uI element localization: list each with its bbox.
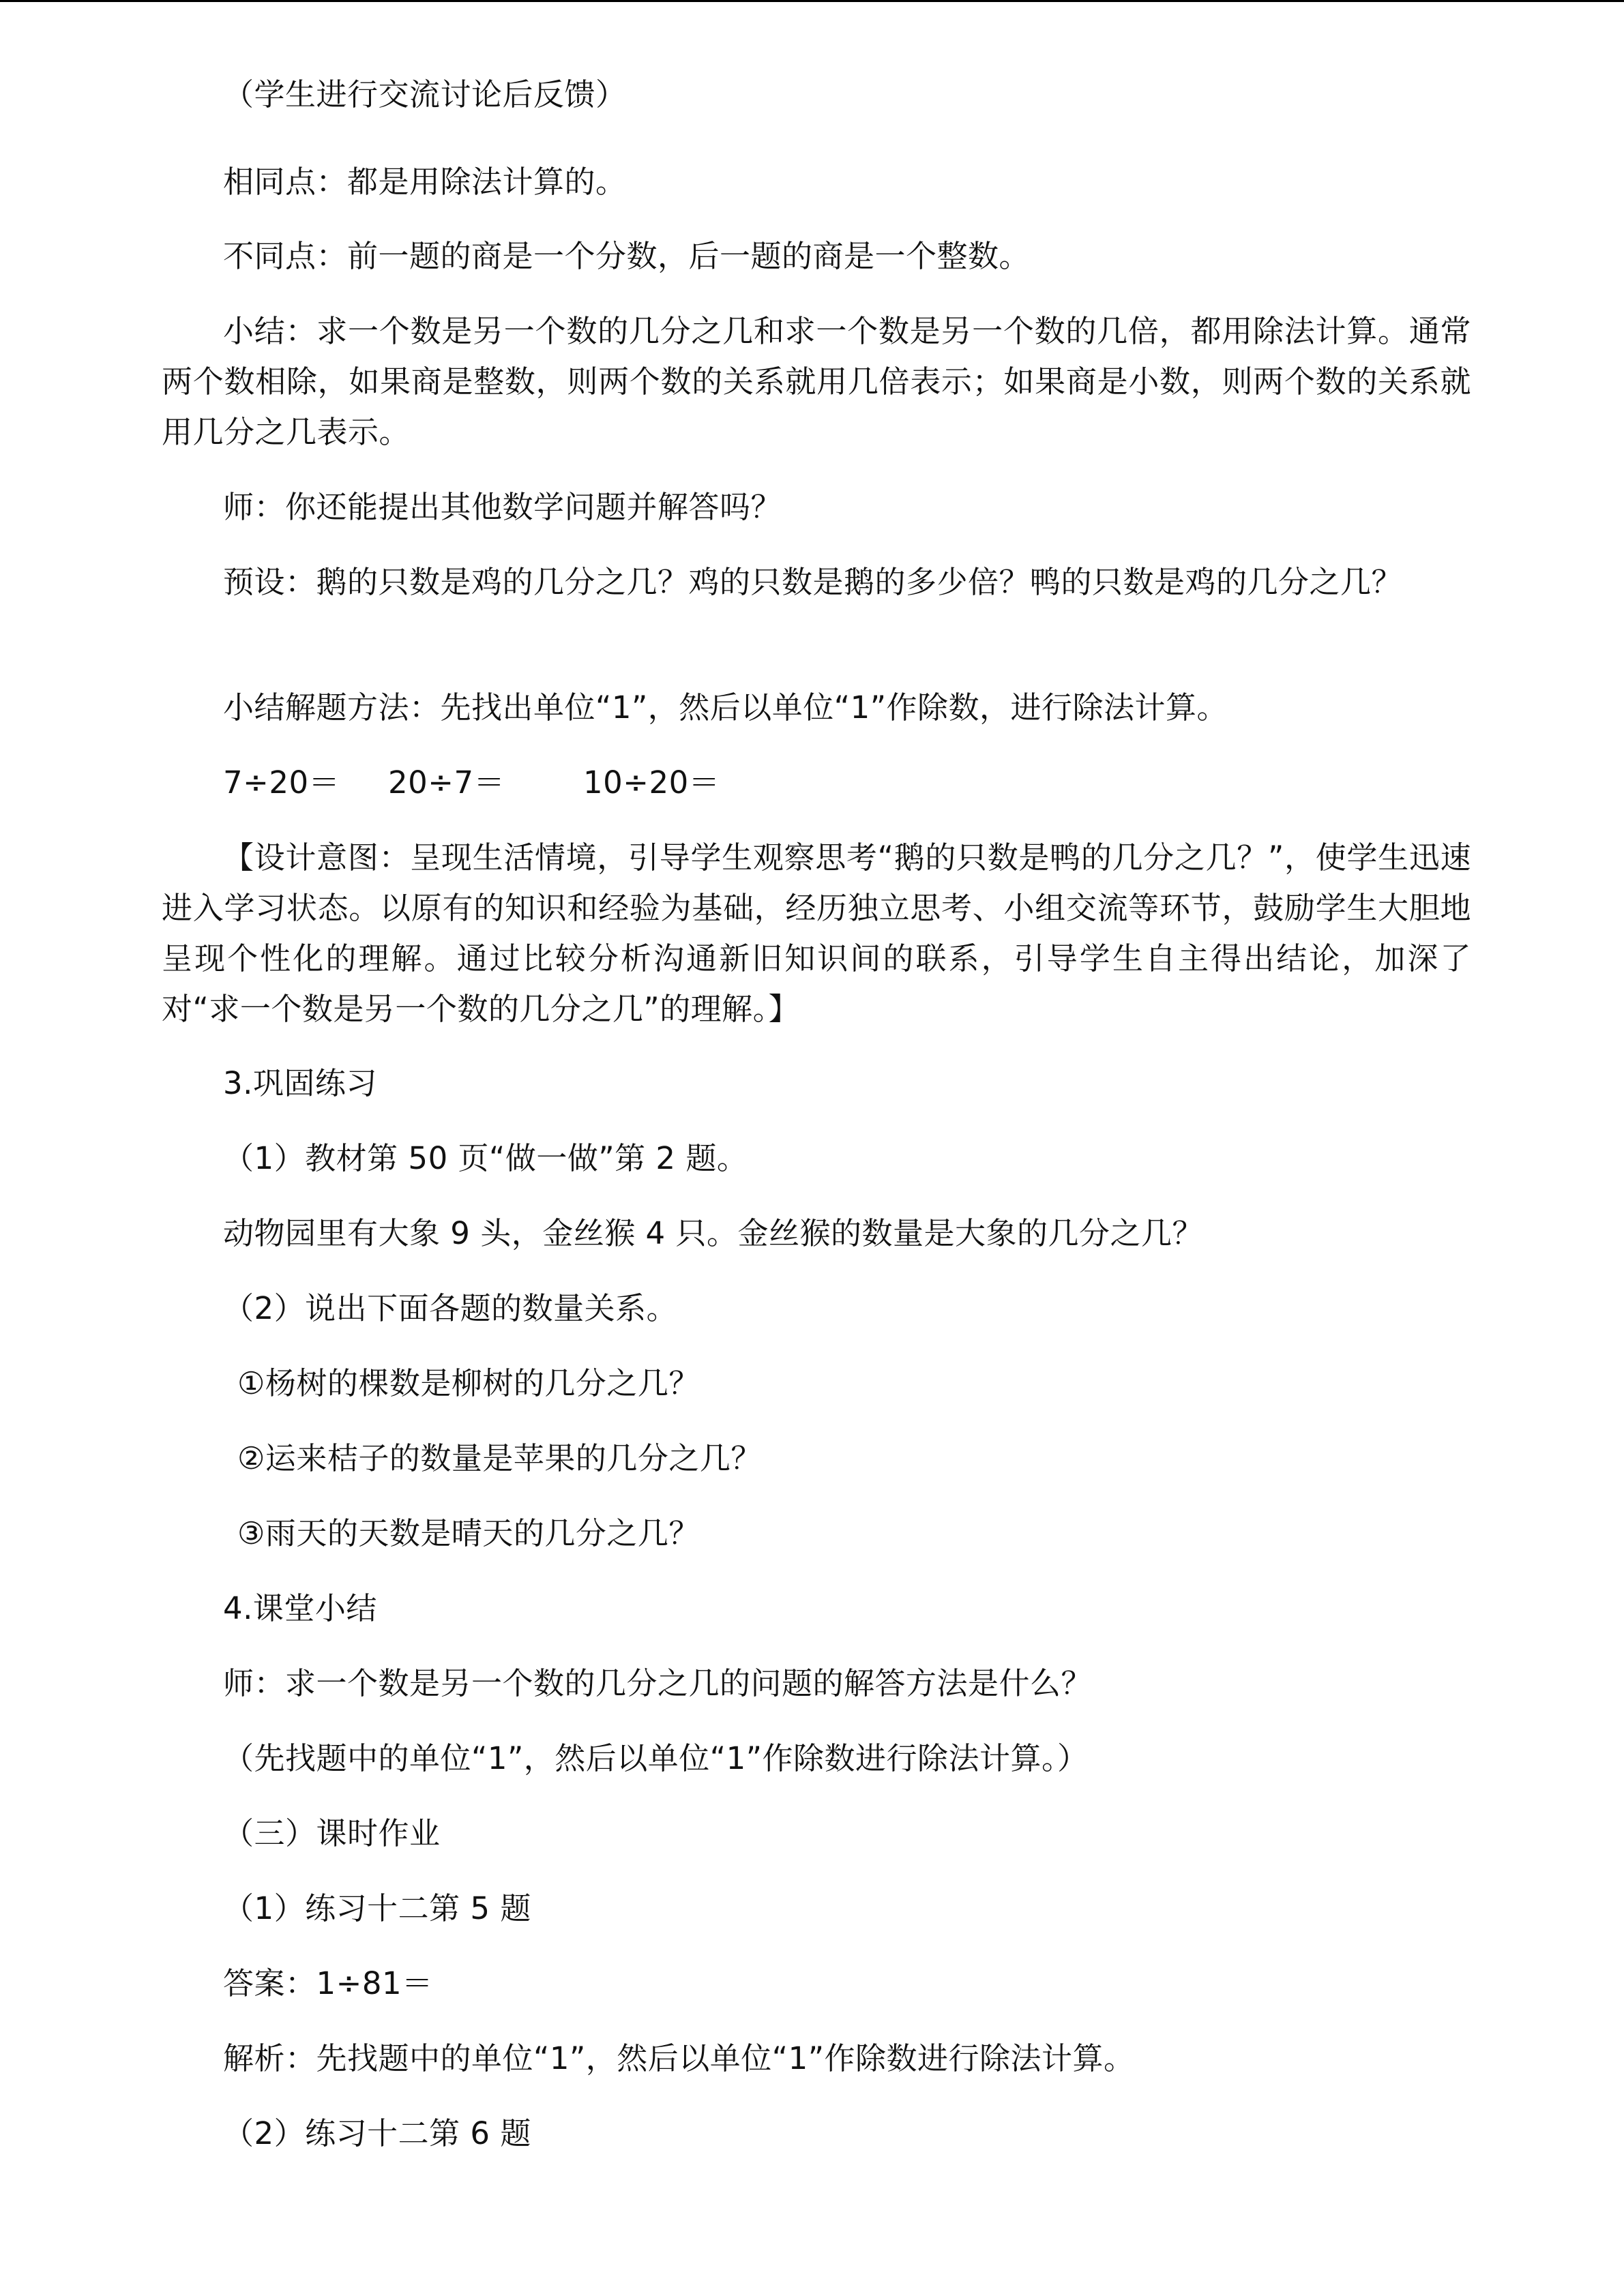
exercise-1-line: （1）教材第 50 页“做一做”第 2 题。 (223, 1140, 748, 1176)
question-1-line: ①杨树的棵数是柳树的几分之几？ (237, 1365, 700, 1401)
same-point-line: 相同点：都是用除法计算的。 (223, 164, 627, 200)
expression-10-div-20: 10÷20＝ (583, 764, 720, 801)
answer-line: 答案：1÷81＝ (223, 1965, 433, 2001)
feedback-line: （学生进行交流讨论后反馈） (223, 76, 627, 113)
expression-7-div-20: 7÷20＝ (223, 764, 340, 801)
design-intent-paragraph: 【设计意图：呈现生活情境，引导学生观察思考“鹅的只数是鸭的几分之几？”，使学生迅速进入学习状态。以原有的知识和经验为基础，经历独立思考、小组交流等环节，鼓励学生大胆地呈现个性化的理解。通过比较分析沟通新旧知识间的联系，引导学生自主得出结论，加深了对“求一个数是另一个数的几分之几”的理解。】 (162, 839, 1471, 1027)
question-2-line: ②运来桔子的数量是苹果的几分之几？ (237, 1440, 762, 1476)
different-point-line: 不同点：前一题的商是一个分数，后一题的商是一个整数。 (223, 238, 1031, 274)
section-3-heading: 3.巩固练习 (223, 1065, 377, 1101)
summary-paragraph: 小结：求一个数是另一个数的几分之几和求一个数是另一个数的几倍，都用除法计算。通常两个数相除，如果商是整数，则两个数的关系就用几倍表示；如果商是小数，则两个数的关系就用几分之几表示。 (162, 313, 1471, 450)
question-3-line: ③雨天的天数是晴天的几分之几？ (237, 1515, 700, 1551)
preset-paragraph: 预设：鹅的只数是鸡的几分之几？鸡的只数是鹅的多少倍？鸭的只数是鸡的几分之几？ (223, 564, 1403, 600)
homework-2-line: （2）练习十二第 6 题 (223, 2115, 531, 2151)
analysis-line: 解析：先找题中的单位“1”，然后以单位“1”作除数进行除法计算。 (223, 2040, 1135, 2076)
zoo-question-line: 动物园里有大象 9 头，金丝猴 4 只。金丝猴的数量是大象的几分之几？ (223, 1215, 1203, 1251)
exercise-2-line: （2）说出下面各题的数量关系。 (223, 1290, 678, 1326)
homework-1-line: （1）练习十二第 5 题 (223, 1890, 531, 1926)
teacher-method-question: 师：求一个数是另一个数的几分之几的问题的解答方法是什么？ (223, 1665, 1093, 1701)
division-expressions (223, 758, 720, 808)
homework-heading: （三）课时作业 (223, 1815, 441, 1851)
expression-20-div-7: 20÷7＝ (388, 764, 505, 801)
method-answer-line: （先找题中的单位“1”，然后以单位“1”作除数进行除法计算。） (223, 1740, 1089, 1776)
method-summary-line: 小结解题方法：先找出单位“1”，然后以单位“1”作除数，进行除法计算。 (223, 689, 1228, 726)
teacher-question-line: 师：你还能提出其他数学问题并解答吗？ (223, 489, 782, 525)
top-border (0, 0, 1624, 2)
section-4-heading: 4.课堂小结 (223, 1590, 377, 1626)
